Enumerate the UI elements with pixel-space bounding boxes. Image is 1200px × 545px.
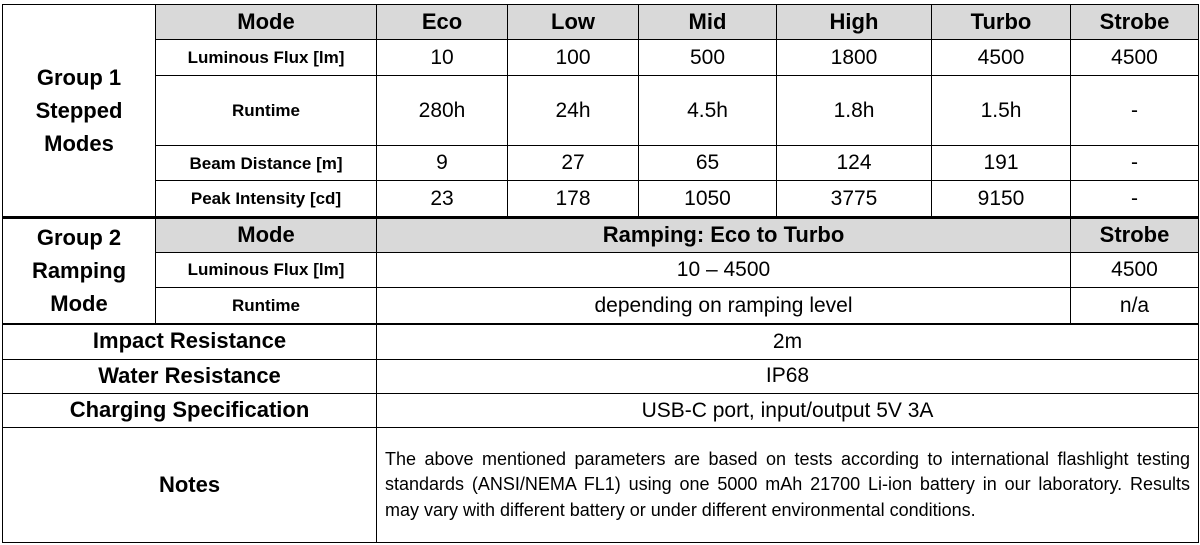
mode-low-header: Low <box>508 5 639 40</box>
group1-title-line: Group 1 <box>36 64 122 90</box>
table-cell: 3775 <box>777 181 932 217</box>
table-cell: 9 <box>377 146 508 181</box>
table-cell: 124 <box>777 146 932 181</box>
specifications-table <box>2 4 1199 543</box>
table-row <box>3 359 1199 393</box>
ramping-header: Ramping: Eco to Turbo <box>377 217 1071 252</box>
row-label: Luminous Flux [lm] <box>156 252 377 287</box>
table-row <box>3 393 1199 427</box>
charging-spec-value: USB-C port, input/output 5V 3A <box>377 393 1199 427</box>
group1-mode-label: Mode <box>156 5 377 40</box>
group2-title-line: Group 2 <box>36 225 122 251</box>
table-cell: 27 <box>508 146 639 181</box>
ramping-runtime-value: depending on ramping level <box>377 288 1071 324</box>
notes-row <box>3 428 1199 543</box>
table-cell: 9150 <box>932 181 1071 217</box>
notes-label: Notes <box>3 428 377 543</box>
table-cell: 65 <box>639 146 777 181</box>
table-cell: 23 <box>377 181 508 217</box>
strobe-runtime-value: n/a <box>1071 288 1199 324</box>
ramping-flux-value: 10 – 4500 <box>377 252 1071 287</box>
table-cell: 178 <box>508 181 639 217</box>
table-cell: 4500 <box>932 40 1071 75</box>
water-resistance-label: Water Resistance <box>3 359 377 393</box>
table-cell: 1.8h <box>777 75 932 146</box>
row-label: Runtime <box>156 75 377 146</box>
mode-mid-header: Mid <box>639 5 777 40</box>
table-cell: - <box>1071 75 1199 146</box>
mode-strobe-header: Strobe <box>1071 5 1199 40</box>
table-cell: 191 <box>932 146 1071 181</box>
row-label: Peak Intensity [cd] <box>156 181 377 217</box>
table-cell: 500 <box>639 40 777 75</box>
row-label: Beam Distance [m] <box>156 146 377 181</box>
group1-title <box>3 5 156 218</box>
row-label: Luminous Flux [lm] <box>156 40 377 75</box>
table-cell: 1050 <box>639 181 777 217</box>
group2-title-line: Mode <box>50 291 108 317</box>
table-cell: - <box>1071 146 1199 181</box>
impact-resistance-label: Impact Resistance <box>3 324 377 359</box>
table-cell: - <box>1071 181 1199 217</box>
mode-eco-header: Eco <box>377 5 508 40</box>
table-row <box>3 324 1199 359</box>
table-row <box>3 181 1199 217</box>
table-row <box>3 252 1199 287</box>
group2-title <box>3 217 156 324</box>
row-label: Runtime <box>156 288 377 324</box>
table-cell: 100 <box>508 40 639 75</box>
water-resistance-value: IP68 <box>377 359 1199 393</box>
table-cell: 10 <box>377 40 508 75</box>
table-cell: 1.5h <box>932 75 1071 146</box>
notes-text: The above mentioned parameters are based on tests according to international flashlight testing standards (ANSI/NEMA FL1) using one 5000 mAh 21700 Li-ion battery in our laboratory. Results may vary with different battery or under different environmental conditions. <box>377 428 1199 543</box>
group2-header-row <box>3 217 1199 252</box>
group1-title-line: Stepped <box>35 97 123 123</box>
table-row <box>3 288 1199 324</box>
group2-strobe-header: Strobe <box>1071 217 1199 252</box>
strobe-flux-value: 4500 <box>1071 252 1199 287</box>
charging-spec-label: Charging Specification <box>3 393 377 427</box>
impact-resistance-value: 2m <box>377 324 1199 359</box>
table-cell: 1800 <box>777 40 932 75</box>
table-row <box>3 146 1199 181</box>
group1-header-row <box>3 5 1199 40</box>
table-row <box>3 75 1199 146</box>
group2-title-line: Ramping <box>31 258 127 284</box>
table-cell: 24h <box>508 75 639 146</box>
mode-high-header: High <box>777 5 932 40</box>
table-row <box>3 40 1199 75</box>
mode-turbo-header: Turbo <box>932 5 1071 40</box>
table-cell: 4.5h <box>639 75 777 146</box>
table-cell: 4500 <box>1071 40 1199 75</box>
group2-mode-label: Mode <box>156 217 377 252</box>
group1-title-line: Modes <box>44 130 114 156</box>
table-cell: 280h <box>377 75 508 146</box>
